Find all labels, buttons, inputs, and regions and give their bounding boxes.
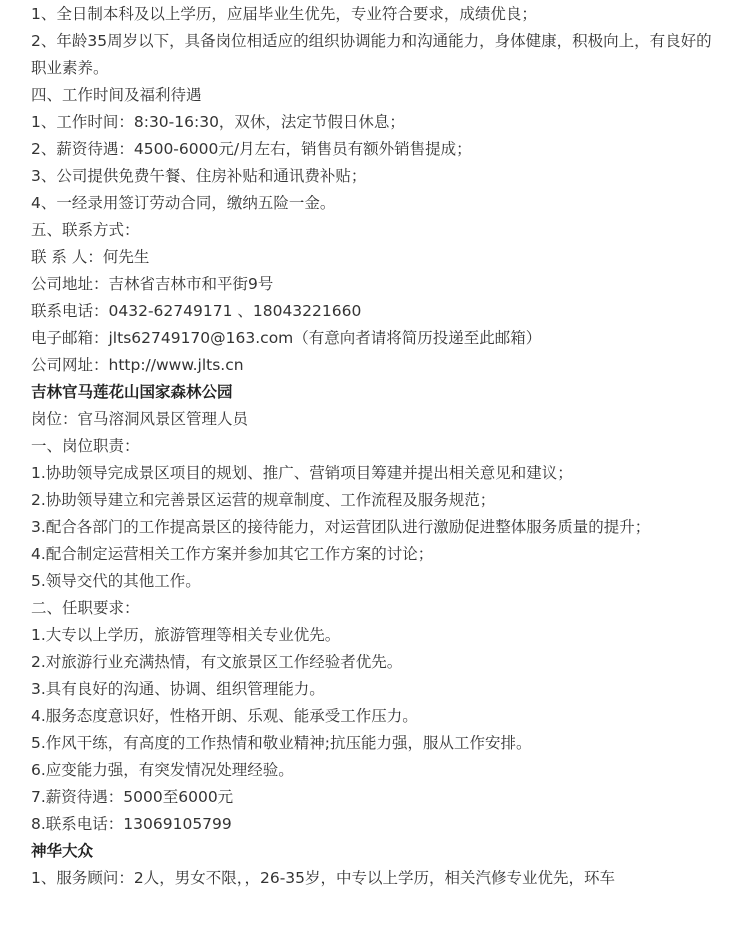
text-line: 5.作风干练，有高度的工作热情和敬业精神;抗压能力强，服从工作安排。 bbox=[31, 734, 532, 752]
text-line: 4.服务态度意识好，性格开朗、乐观、能承受工作压力。 bbox=[31, 707, 418, 725]
text-line: 8.联系电话：13069105799 bbox=[31, 815, 232, 833]
text-line: 6.应变能力强，有突发情况处理经验。 bbox=[31, 761, 294, 779]
section-heading: 吉林官马莲花山国家森林公园 bbox=[31, 383, 233, 401]
text-line: 公司网址：http://www.jlts.cn bbox=[31, 356, 244, 374]
text-line: 1.大专以上学历，旅游管理等相关专业优先。 bbox=[31, 626, 341, 644]
text-line: 岗位：官马溶洞风景区管理人员 bbox=[31, 410, 249, 428]
text-line: 2.协助领导建立和完善景区运营的规章制度、工作流程及服务规范； bbox=[31, 491, 496, 509]
text-line: 1、全日制本科及以上学历，应届毕业生优先，专业符合要求，成绩优良； bbox=[31, 5, 537, 23]
text-line: 四、工作时间及福利待遇 bbox=[31, 86, 202, 104]
text-line: 3、公司提供免费午餐、住房补贴和通讯费补贴； bbox=[31, 167, 367, 185]
text-line: 4.配合制定运营相关工作方案并参加其它工作方案的讨论； bbox=[31, 545, 434, 563]
text-line: 3.具有良好的沟通、协调、组织管理能力。 bbox=[31, 680, 325, 698]
text-line: 电子邮箱：jlts62749170@163.com（有意向者请将简历投递至此邮箱） bbox=[31, 329, 542, 347]
text-line: 五、联系方式： bbox=[31, 221, 140, 239]
text-line: 一、岗位职责： bbox=[31, 437, 140, 455]
text-line: 3.配合各部门的工作提高景区的接待能力，对运营团队进行激励促进整体服务质量的提升； bbox=[31, 518, 651, 536]
text-line: 二、任职要求： bbox=[31, 599, 140, 617]
text-line: 联系电话：0432-62749171 、18043221660 bbox=[31, 302, 362, 320]
text-line: 2、年龄35周岁以下，具备岗位相适应的组织协调能力和沟通能力，身体健康，积极向上，有良好的职业素养。 bbox=[31, 32, 712, 77]
text-line: 1、工作时间：8:30-16:30，双休，法定节假日休息； bbox=[31, 113, 405, 131]
text-line: 2、薪资待遇：4500-6000元/月左右，销售员有额外销售提成； bbox=[31, 140, 472, 158]
section-heading: 神华大众 bbox=[31, 842, 94, 860]
text-line: 公司地址：吉林省吉林市和平街9号 bbox=[31, 275, 274, 293]
text-line: 5.领导交代的其他工作。 bbox=[31, 572, 201, 590]
text-line: 1、服务顾问：2人，男女不限，，26-35岁，中专以上学历，相关汽修专业优先，环车 bbox=[31, 869, 616, 887]
text-line: 2.对旅游行业充满热情，有文旅景区工作经验者优先。 bbox=[31, 653, 403, 671]
text-line: 7.薪资待遇：5000至6000元 bbox=[31, 788, 234, 806]
text-line: 1.协助领导完成景区项目的规划、推广、营销项目筹建并提出相关意见和建议； bbox=[31, 464, 573, 482]
text-line: 4、一经录用签订劳动合同，缴纳五险一金。 bbox=[31, 194, 336, 212]
text-line: 联 系 人：何先生 bbox=[31, 248, 150, 266]
